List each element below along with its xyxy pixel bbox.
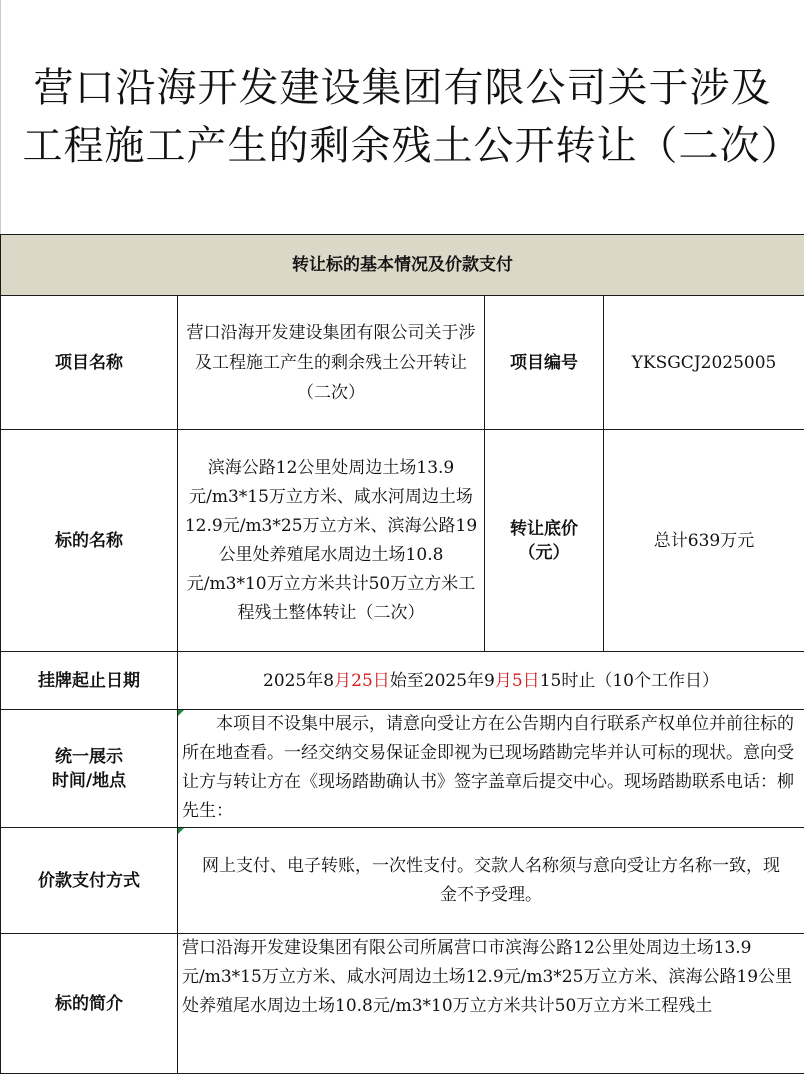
project-no-label: 项目编号	[485, 296, 604, 430]
table-row	[1, 652, 804, 710]
intro-label: 标的简介	[1, 934, 178, 1074]
info-table	[0, 234, 804, 1074]
project-name-label: 项目名称	[1, 296, 178, 430]
listing-start-day: 月25日	[334, 671, 390, 691]
table-row	[1, 296, 804, 430]
project-name-value: 营口沿海开发建设集团有限公司关于涉及工程施工产生的剩余残土公开转让（二次）	[178, 296, 485, 430]
table-row	[1, 430, 804, 652]
reserve-price-value: 总计639万元	[604, 430, 804, 652]
reserve-price-label: 转让底价（元）	[485, 430, 604, 652]
intro-value: 营口沿海开发建设集团有限公司所属营口市滨海公路12公里处周边土场13.9元/m3*15万立方米、咸水河周边土场12.9元/m3*25万立方米、滨海公路19公里处养殖尾水周边土场10.8元/m3*10万立方米共计50万立方米工程残土	[178, 934, 804, 1074]
listing-date-part: 2025年8	[263, 671, 334, 691]
payment-label: 价款支付方式	[1, 828, 178, 934]
project-no-value: YKSGCJ2025005	[604, 296, 804, 430]
listing-date-part: 始至2025年9	[390, 671, 495, 691]
listing-date-label: 挂牌起止日期	[1, 652, 178, 710]
document-title-text: 营口沿海开发建设集团有限公司关于涉及工程施工产生的剩余残土公开转让（二次）	[23, 59, 783, 175]
display-label-line2: 时间/地点	[7, 769, 171, 793]
table-row	[1, 710, 804, 828]
section-header-row	[1, 235, 804, 296]
display-value: 本项目不设集中展示，请意向受让方在公告期内自行联系产权单位并前往标的所在地查看。一经交纳交易保证金即视为已现场踏勘完毕并认可标的现状。意向受让方与转让方在《现场踏勘确认书》签字盖章后提交中心。现场踏勘联系电话：柳先生：	[178, 710, 804, 828]
section-header: 转让标的基本情况及价款支付	[1, 235, 804, 296]
target-name-value: 滨海公路12公里处周边土场13.9元/m3*15万立方米、咸水河周边土场12.9元/m3*25万立方米、滨海公路19公里处养殖尾水周边土场10.8元/m3*10万立方米共计50万立方米工程残土整体转让（二次）	[178, 430, 485, 652]
table-row	[1, 828, 804, 934]
listing-date-value	[178, 652, 804, 710]
display-label-line1: 统一展示	[7, 745, 171, 769]
listing-end-day: 月5日	[495, 671, 540, 691]
display-label	[1, 710, 178, 828]
document-title	[0, 0, 804, 234]
payment-value: 网上支付、电子转账，一次性支付。交款人名称须与意向受让方名称一致，现金不予受理。	[178, 828, 804, 934]
target-name-label: 标的名称	[1, 430, 178, 652]
table-row	[1, 934, 804, 1074]
listing-date-part: 15时止（10个工作日）	[540, 671, 719, 691]
